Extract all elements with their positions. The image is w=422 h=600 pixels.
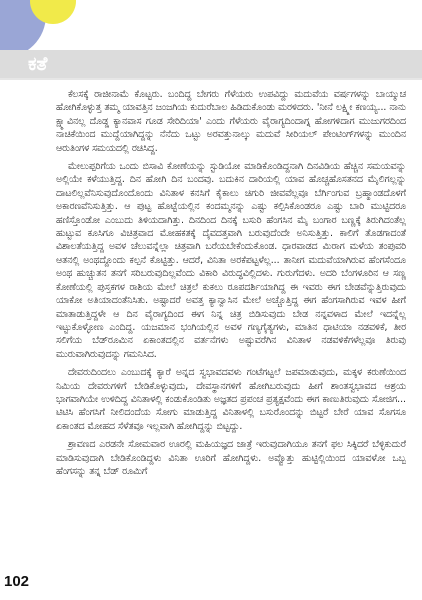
page-number: 102 [4,573,30,590]
article-body [56,88,406,578]
paragraph: ಶ್ರಾವಣದ ಎರಡನೇ ಸೋಮವಾರ ಊರಲ್ಲಿ ಮಹಿಯಜ್ಞದ ಜಾತ್ರೆ ಇರುವುದಾಗಿಯೂ ತನಗೆ ಫಲ ಸಿಕ್ಕಿದರೆ ಬೆಳ್ಳಿಕುದುರೆ ಮಾಡಿಸುವುದಾಗಿ ಬೇಡಿಕೊಂಡಿದ್ದಳು ವಿನಿತಾ ಊರಿಗೆ ಹೋಗಿದ್ದಳು. ಅವ್ವೊತ್ತು ಹುಟ್ಟಿಲ್ಲಿಯಿಂದ ಯಾವಳೋ ಒಬ್ಬ ಹೆಂಗಸನ್ನು ತನ್ನ ಬೆಡ್ ರೂಮಿಗೆ [56,439,406,477]
section-label: ಕತೆ [28,53,48,75]
section-header-band [0,50,422,78]
section-divider [0,78,422,80]
paragraph: ದೇವರುದಿಂದಲು ಎಂಬುದಕ್ಕೆ ಕ್ಯಾರೆ ಅನ್ನದ ಸ್ವಭಾವದವಳು ಗಂಟೆಗಟ್ಟಲೆ ಜಪಮಾಡುವುದು, ಮಕ್ಕಳ ಕರುಣೆಯಿಂದ ನಿಮಿಯ ದೇವರುಗಳಿಗೆ ಬೇಡಿಕೊಳ್ಳುವುದು, ದೇವಸ್ಥಾನಗಳಿಗೆ ಹೋಗಿಬರುವುದು ಹೀಗೆ ಶಾಂತಸ್ವಭಾವದ ಆಶ್ರಯ ಭಾಗವಾಗಿಯೇ ಉಳಿದಿದ್ದ ವಿನಿತಾಳಲ್ಲಿ ಕಂಡುಕೊಂಡಿತು ಅಜ್ಞತದ ಪ್ರಪಂಚ ಪ್ರತ್ಯಕ್ಷವೆಂದು ಈಗ ಕಾಣುತಿರುವುದು ಸೋಜಿಗ... ಟಿಟಿಸಿ ಹೆಂಗಸಿಗೆ ನೀಲಿದಂದೆಯ ಸೋಗು ಮಾಡುತ್ತಿದ್ದ ವಿನಿತಾಳಲ್ಲಿ ಬಸುರೊಂದನ್ನು ಬಿಟ್ಟರೆ ಬೇರೆ ಯಾವ ಸೊಗಸೂ ಏಕಾಂತದ ಮೋಹದ ಸೆಳೆತವೂ ಇಲ್ಲವಾಗಿ ಹೋಗಿದ್ದನ್ನು ಬಿಟ್ಟದ್ದು. [56,367,406,432]
paragraph: ಮೇಲುಪ್ಪರಿಗೆಯ ಒಂದು ಬಿಸಾವಿ ಕೋಣೆಯನ್ನು ಸ್ಟುಡಿಯೋ ಮಾಡಿಕೊಂಡಿದ್ದನಾಗಿ ದಿನವಿಡಿಯ ಹೆಚ್ಚಿನ ಸಮಯವನ್ನು ಅಲ್ಲಿಯೇ ಕಳೆಯುತ್ತಿದ್ದ. ದಿನ ಹೋಗಿ ದಿನ ಬಂದವು. ಬದುಕಿನ ದಾರಿಯಲ್ಲಿ ಯಾವ ಹೊಚ್ಚಹೊಸತನದ ಮೈಲಿಗಲ್ಲನ್ನು ದಾಟಲಿಲ್ಲವೆನಿಸುವುದೊಂದೊಂದು ವಿನಿತಾಳ ಕನಸಿಗೆ ಕೈಕಾಲು ಚಿಗುರಿ ಜೀವವೆಲ್ಲವೂ ಬೆರ್ಗಿಂಗುವ ಬ್ರಹ್ಮಾಂಡದೊಳಗೆ ಅಕಾರಣವೆನಿಸುತ್ತಿತ್ತು. ಆ ಪುಟ್ಟ ಹೊಟ್ಟೆಯಲ್ಲಿನ ಕಂದಮ್ಮನನ್ನು ಎಷ್ಟು ಕಲ್ಪಿಸಿಕೊಂಡರೂ ಎಷ್ಟು ಬಾರಿ ಮುಟ್ಟಿದರೂ ಹಣಿಸ್ತೊಂಡೋ ಎಂಬುದು ತಿಳಿಯದಾಗಿತ್ತು. ದಿನದಿಂದ ದಿನಕ್ಕೆ ಬಸುರಿ ಹೆಂಗಸಿನ ಮೈ ಬಂಗಾರ ಬಣ್ಣಕ್ಕೆ ತಿರುಗಿದಂತೆಲ್ಲ ಹುಟ್ಟುವ ಕೂಸಿಗೂ ವಿಚಿತ್ರವಾದ ಮೋಹಕತಕ್ಕೆ ದೈವದತ್ತವಾಗಿ ಬರುವುದೆಂದೇ ಅನಿಸುತ್ತಿತ್ತು. ಕಾಲಿಗೆ ತೊಡಗಾದಂತೆ ವಿಶಾಲತೆಯತ್ತಿದ್ದ ಅವಳ ಚೆಲುವನ್ನೆಲ್ಲಾ ಚಿತ್ರವಾಗಿ ಬರೆಯಬೇಕೆಂದುಕೊಂಡ. ಧಾರವಾಡದ ಮಿರಾಗ ಮಳೆಯ ತಂಪುವರಿ ಆತನಲ್ಲಿ ಅಂಥದ್ದೊಂದು ಕಲ್ಪನೆ ಕೊಟ್ಟಿತ್ತು. ಆದರೆ, ವಿನಿತಾ ಅರಕೆಪಟ್ಟಳೆಲ್ಲ... ತಾನೀಗ ಮದುವೆಯಾಗಿರುವ ಹೆಂಗಸೆಂದೂ ಅಂಥ ಹುಚ್ಚುತನ ತನಗೆ ಸರಿಬರುವುದಿಲ್ಲವೆಂದು ವಿಕಾರಿ ವಿರುದ್ಧವಿಲ್ಲಿದಳು. ಗುರುಗೆದಳು. ಅದರಿ ಬೆಂಗಳೂರಿನ ಆ ಸಣ್ಣ ಕೋಣೆಯಲ್ಲಿ ಪುಸ್ತಕಗಳ ರಾಶಿಯ ಮೇಲೆ ಚಿತ್ರಲೆ ಕುಕಲು ರೂಪದರ್ಶಿಯಾಗಿದ್ದ ಈ ಇವರು ಈಗ ಬೇಡವೆನ್ನುತ್ತಿರುವುದು ಯಾಕೋ ಅತಿಯಾದಂತೆನಿಸಿತು. ಅಷ್ಟಾದರೆ ಅವತ್ತ ಕ್ಯಾನ್ವಾಸಿನ ಮೇಲೆ ಅಚ್ಚೊತ್ತಿದ್ದ ಈಗ ಹೆಂಗಸಾಗಿರುವ ಇವಳ ಹೀಗೆ ಮಾತಾಡುತ್ತಿದ್ದಳೇ ಆ ದಿನ ವೈರಾಗ್ಯದಿಂದ ಈಗ ನಿನ್ನ ಚಿತ್ರ ಬಿಡಿಸುವುದು ಬೇಡ ನನ್ನವಳಾದ ಮೇಲೆ ಇದನ್ನೆಲ್ಲ ಇಟ್ಟುಕೊಳ್ಳೋಣ ಎಂದಿದ್ದ. ಯಜಮಾನ ಭಂಗಿಯಲ್ಲಿನ ಅವಳ ಗಣ್ಯಗೈತ್ಯಗಳು, ಮಾತಿನ ಧಾಟಿಯಾ ನಡವಳಿಕೆ, ತೀರ ಸಲಿಗೆಯ ಬೆಡ್‌ರೂಮಿನ ಏಕಾಂತದಲ್ಲಿನ ವರ್ತನೆಗಳು ಅಷ್ಟುವರೆಗಿನ ವಿನಿತಾಳ ನಡವಳಿಕೆಗಳೆಲ್ಲವೂ ತಿರುವು ಮುರುವಾಗಿರುವುದನ್ನು ಗಮನಿಸಿದ. [56,161,406,360]
paragraph: ಕೆಲಸಕ್ಕೆ ರಾಜೀನಾಮೆ ಕೊಟ್ಟರು. ಬಂದಿದ್ದ ಬೇಗರು ಗೆಳೆಯರು ಉಪವಿದ್ದು ಮದುವೆಯ ವರ್ಷಗಳನ್ನು ಬಾಯ್ಮುಚ ಹೋಗಿಕೊಳ್ಳುತ್ತ ತಮ್ಮ ಯಾವತ್ತಿನ ಜಂಜಗಿಯ ಕುದುರೆಬಾಲ ಹಿಡಿದುಕೊಂಡು ಮರಳಿದರು. 'ನೀನೆ ಲಕ್ಷ್ಮೀ ಕಣಯ್ಯ... ನಾನು ಕ್ಷ್ಮಾವಿನಲ್ಲ ದೊಡ್ಡ ಕ್ಯಾನವಾಸ ಗೂಡ ಸೇರಿದಿಯಾ' ಎಂದು ಗೆಳೆಯರು ವೈರಾಗ್ಯದಿಂದಾಗ್ನ ಹೋಗಳಿದಾಗ ಮುಜುಗರದಿಂದ ನಾಚಿಕೆಯಿಂದ ಮುದ್ದೆಯಾಗಿದ್ದನ್ನು ನೆನೆದು ಒಟ್ಟು ಅರವತ್ತುನಾಲ್ಕು ಮದುವೆ ಸೀರಿಯಲ್ ಪೇಂಟಿಂಗ್‌ಗಳನ್ನು ಮುಂದಿನ ಆರುತಿಂಗಳ ಸಮಯದಲ್ಲಿ ರಚಿಸಿದ್ದ. [56,89,406,154]
